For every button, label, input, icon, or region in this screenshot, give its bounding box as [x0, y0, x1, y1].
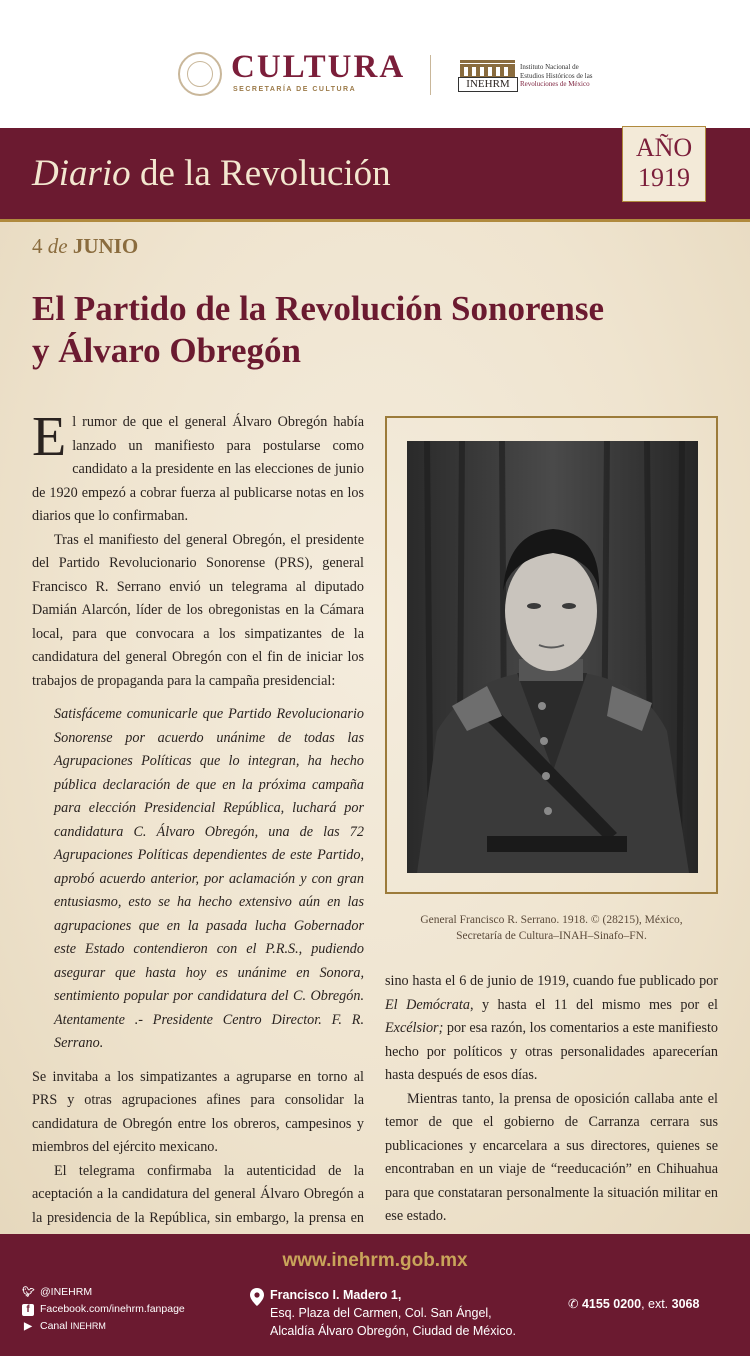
- address: Francisco I. Madero 1, Esq. Plaza del Carmen, Col. San Ángel, Alcaldía Álvaro Obregón, Ciudad de México.: [250, 1286, 516, 1340]
- paragraph-6: Mientras tanto, la prensa de oposición callaba ante el temor de que el gobierno de Carranza cerrara sus publicaciones y encarcelara a sus directores, quienes se encontraban en un viaje de “reeducación” en Chihuahua para que constataran personalmente la situación militar en ese estado.: [385, 1090, 718, 1224]
- facebook-link[interactable]: f Facebook.com/inehrm.fanpage: [22, 1301, 185, 1318]
- year-badge: [622, 126, 706, 202]
- building-icon: [460, 60, 515, 78]
- year-label: AÑO: [635, 133, 693, 162]
- right-column: [385, 970, 718, 1229]
- secretaria-label: SECRETARÍA DE CULTURA: [233, 86, 357, 93]
- youtube-link[interactable]: ▶ Canal INEHRM: [22, 1318, 185, 1335]
- serrano-portrait: [407, 441, 698, 873]
- paragraph-3: Se invitaba a los simpatizantes a agruparse en torno al PRS y otras agrupaciones afines para consolidar la candidatura de Obregón entre los obreros, campesinos y miembros del ejército mexicano.: [32, 1068, 364, 1155]
- facebook-icon: f: [22, 1304, 34, 1316]
- article-title: El Partido de la Revolución Sonorense y Álvaro Obregón: [32, 289, 605, 370]
- paragraph-2: Tras el manifiesto del general Obregón, el presidente del Partido Revolucionario Sonorense (PRS), general Francisco R. Serrano envió un telegrama al diputado Damián Alarcón, líder de los obregonistas en la Cámara local, para que convocara a los simpatizantes de la candidatura del general Obregón con el fin de iniciar los trabajos de propaganda para la campaña presidencial:: [32, 531, 364, 689]
- paragraph-4: El telegrama confirmaba la autenticidad de la aceptación a la candidatura del general Álvaro Obregón a la presidencia de la República, sin embargo, la prensa en: [32, 1162, 364, 1226]
- paragraph-1: El rumor de que el general Álvaro Obregón había lanzado un manifiesto para postularse como candidato a la presidente en las elecciones de junio de 1920 empezó a cobrar fuerza al publicarse notas en los diarios que lo confirmaban.: [32, 406, 364, 524]
- telegram-quote: Satisfáceme comunicarle que Partido Revolucionario Sonorense por acuerdo unánime de todas las Agrupaciones Políticas que lo integran, ha hecho pública declaración de que en la próxima campaña para elección Presidencial República, luchará por candidatura C. Álvaro Obregón, una de las 72 Agrupaciones Políticas dependientes de este Partido, aprobó acuerdo anterior, por aclamación y con gran entusiasmo, esto se ha hecho extensivo aún en las agrupaciones que en la pasada lucha Gobernador este Estado contendieron con el P.R.S., pudiendo asegurar que hasta hoy es unánime en Sonora, sentimiento popular por candidatura del C. Obregón. Atentamente .- Presidente Centro Director. F. R. Serrano.: [54, 706, 364, 1051]
- logo-divider: [430, 55, 431, 95]
- inehrm-full-name: Instituto Nacional de Estudios Históricos de las Revoluciones de México: [520, 63, 593, 88]
- website-link[interactable]: www.inehrm.gob.mx: [282, 1250, 468, 1271]
- twitter-icon: 🐦︎: [22, 1286, 35, 1298]
- left-column: [32, 406, 364, 1254]
- photo-caption: General Francisco R. Serrano. 1918. © (28215), México, Secretaría de Cultura–INAH–Sinafo–FN.: [420, 914, 683, 942]
- inehrm-logo[interactable]: INEHRM: [458, 77, 518, 92]
- national-seal-icon: [178, 52, 222, 96]
- article-date: 4 de JUNIO: [32, 234, 139, 258]
- diario-title: Diario de la Revolución: [32, 153, 391, 194]
- phone-number[interactable]: ✆ 4155 0200, ext. 3068: [568, 1297, 700, 1311]
- paragraph-5: sino hasta el 6 de junio de 1919, cuando fue publicado por El Demócrata, y hasta el 11 del mismo mes por el Excélsior; por esa razón, los comentarios a este manifiesto hecho por políticos y otras personalidades aparecerían hasta después de esos días.: [385, 973, 718, 1083]
- phone-icon: ✆: [568, 1297, 579, 1311]
- year-value: 1919: [638, 163, 690, 192]
- drop-cap: E: [32, 406, 67, 468]
- location-pin-icon: [250, 1288, 264, 1306]
- cultura-logo[interactable]: CULTURA: [231, 49, 406, 85]
- youtube-icon: ▶: [24, 1320, 32, 1332]
- social-links: [22, 1284, 185, 1335]
- twitter-link[interactable]: 🐦︎ @INEHRM: [22, 1286, 93, 1298]
